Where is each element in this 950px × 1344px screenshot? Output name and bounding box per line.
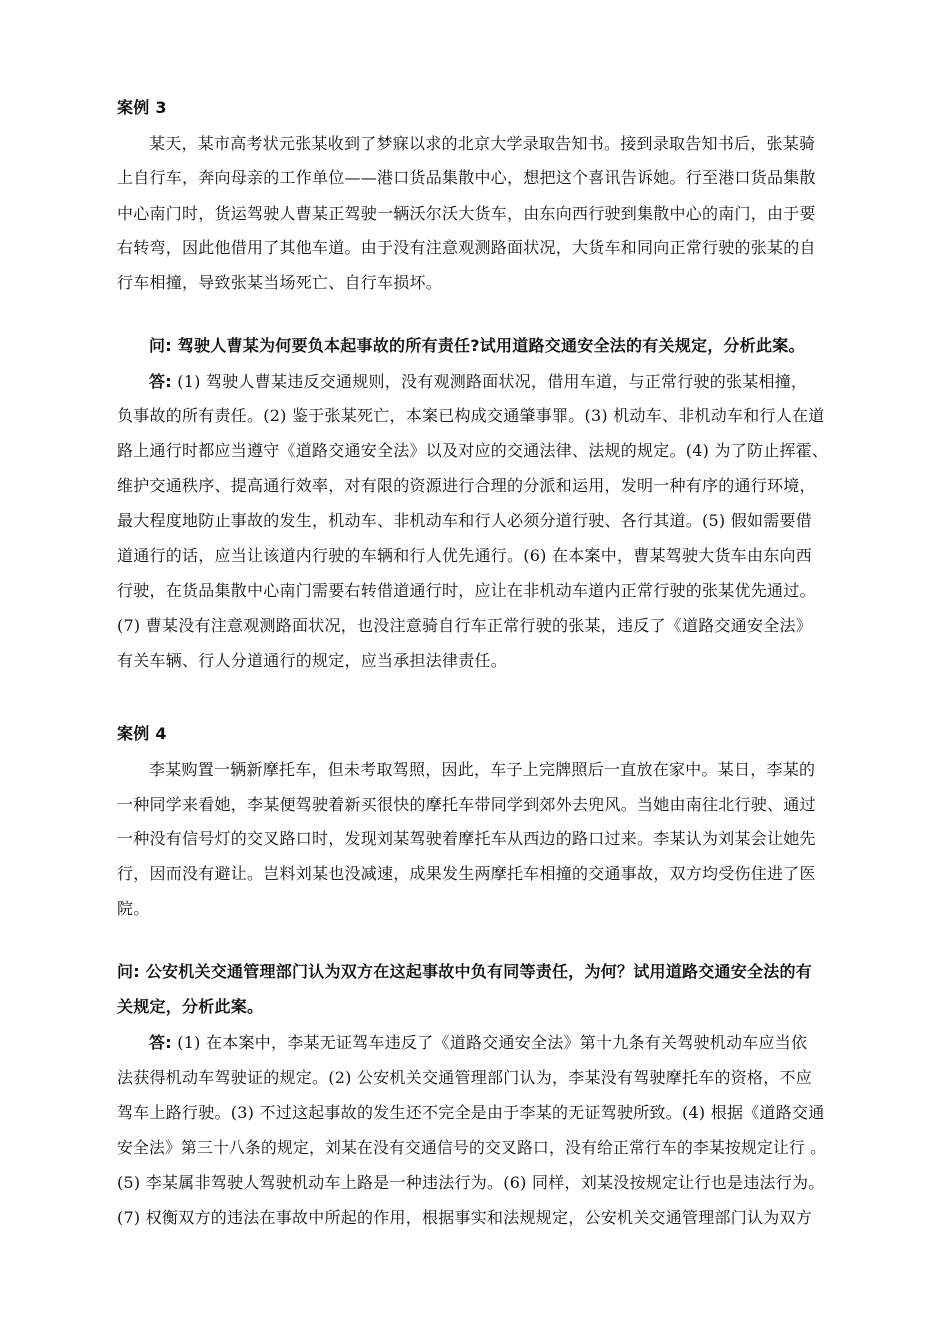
case3-story-line: 某天，某市高考状元张某收到了梦寐以求的北京大学录取告知书。接到录取告知书后，张某骑 <box>149 134 816 153</box>
case4-answer-line: (5) 李某属非驾驶人驾驶机动车上路是一种违法行为。(6) 同样，刘某没按规定让行也是违法行为。 <box>117 1173 825 1192</box>
case4-answer-line: 驾车上路行驶。(3) 不过这起事故的发生还不完全是由于李某的无证驾驶所致。(4) 根据《道路交通 <box>117 1103 825 1122</box>
case3-answer-line: (7) 曹某没有注意观测路面状况，也没注意骑自行车正常行驶的张某，违反了《道路交通安全法》 <box>117 616 813 635</box>
case4-answer-first-line <box>149 1033 807 1053</box>
case4-answer-line: 法获得机动车驾驶证的规定。(2) 公安机关交通管理部门认为，李某没有驾驶摩托车的资格，不应 <box>117 1068 813 1087</box>
case3-answer-label: 答: <box>149 372 172 391</box>
case4-answer-first-text: (1) 在本案中，李某无证驾车违反了《道路交通安全法》第十九条有关驾驶机动车应当依 <box>177 1033 808 1052</box>
case3-story-line: 中心南门时，货运驾驶人曹某正驾驶一辆沃尔沃大货车，由东向西行驶到集散中心的南门，由于要 <box>117 204 816 223</box>
case3-answer-line: 负事故的所有责任。(2) 鉴于张某死亡，本案已构成交通肇事罪。(3) 机动车、非机动车和行人在道 <box>117 406 825 425</box>
case3-story-line: 右转弯，因此他借用了其他车道。由于没有注意观测路面状况，大货车和同向正常行驶的张某的自 <box>117 238 816 257</box>
case4-story-line: 李某购置一辆新摩托车，但未考取驾照，因此，车子上完牌照后一直放在家中。某日，李某的 <box>149 760 816 779</box>
case3-answer-first-line <box>149 372 807 392</box>
case4-answer-line: (7) 权衡双方的违法在事故中所起的作用，根据事实和法规规定，公安机关交通管理部门认为双方 <box>117 1208 813 1227</box>
case3-story-line: 上自行车，奔向母亲的工作单位——港口货品集散中心，想把这个喜讯告诉她。行至港口货品集散 <box>117 168 816 187</box>
case4-heading: 案例 4 <box>117 724 167 743</box>
case3-answer-line: 维护交通秩序、提高通行效率，对有限的资源进行合理的分派和运用，发明一种有序的通行环境， <box>117 476 816 495</box>
case4-question-line: 问: 公安机关交通管理部门认为双方在这起事故中负有同等责任，为何？试用道路交通安全法的有 <box>117 962 812 981</box>
case4-story-line: 一种同学来看她，李某便驾驶着新买很快的摩托车带同学到郊外去兜风。当她由南往北行驶、通过 <box>117 795 816 814</box>
case3-answer-line: 路上通行时都应当遵守《道路交通安全法》以及对应的交通法律、法规的规定。(4) 为了防止挥霍、 <box>117 441 829 460</box>
case3-answer-line: 有关车辆、行人分道通行的规定，应当承担法律责任。 <box>117 651 508 670</box>
case4-story-line: 院。 <box>117 899 150 918</box>
case3-question: 问: 驾驶人曹某为何要负本起事故的所有责任?试用道路交通安全法的有关规定，分析此案。 <box>149 336 805 355</box>
case3-story-line: 行车相撞，导致张某当场死亡、自行车损坏。 <box>117 273 443 292</box>
case4-story-line: 行，因而没有避让。岂料刘某也没减速，成果发生两摩托车相撞的交通事故，双方均受伤住进了医 <box>117 864 816 883</box>
case3-answer-line: 最大程度地防止事故的发生，机动车、非机动车和行人必须分道行驶、各行其道。(5) 假如需要借 <box>117 511 813 530</box>
case3-answer-line: 道通行的话，应当让该道内行驶的车辆和行人优先通行。(6) 在本案中，曹某驾驶大货车由东向西 <box>117 546 813 565</box>
case4-answer-label: 答: <box>149 1033 172 1052</box>
case4-question-line: 关规定，分析此案。 <box>117 997 264 1016</box>
case3-answer-first-text: (1) 驾驶人曹某违反交通规则，没有观测路面状况，借用车道，与正常行驶的张某相撞， <box>177 372 808 391</box>
case3-heading: 案例 3 <box>117 98 167 117</box>
case4-story-line: 一种没有信号灯的交叉路口时，发现刘某驾驶着摩托车从西边的路口过来。李某认为刘某会让她先 <box>117 829 816 848</box>
case4-answer-line: 安全法》第三十八条的规定，刘某在没有交通信号的交叉路口，没有给正常行车的李某按规定让行 。 <box>117 1138 827 1157</box>
case3-answer-line: 行驶，在货品集散中心南门需要右转借道通行时，应让在非机动车道内正常行驶的张某优先通过。 <box>117 581 816 600</box>
